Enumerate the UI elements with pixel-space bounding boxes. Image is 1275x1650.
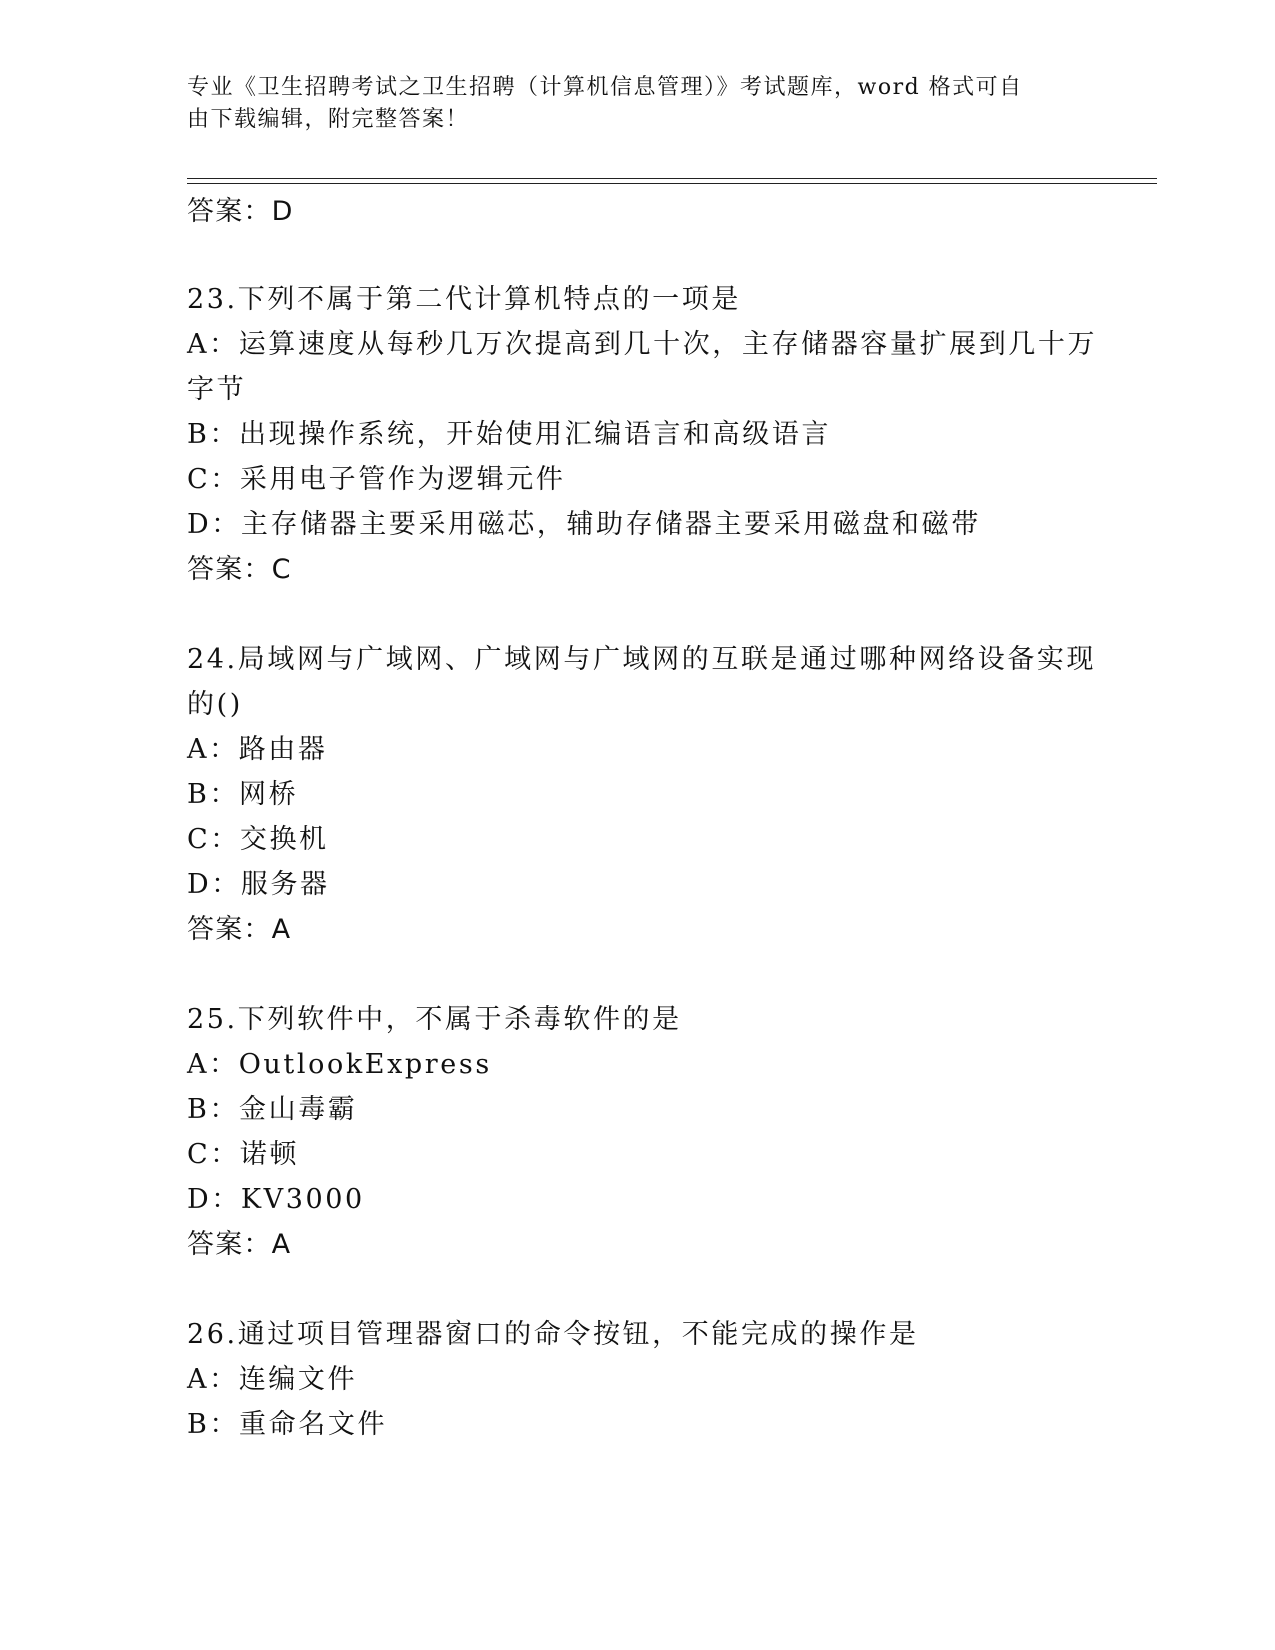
question-24-option-a: A：路由器	[187, 734, 328, 765]
question-25-option-c: C：诺顿	[187, 1139, 300, 1170]
question-24-option-c: C：交换机	[187, 824, 329, 855]
header-divider-top	[187, 178, 1157, 179]
question-24-option-b: B：网桥	[187, 779, 299, 810]
question-23-option-a: A：运算速度从每秒几万次提高到几十次，主存储器容量扩展到几十万	[187, 329, 1098, 360]
question-25-option-d: D：KV3000	[187, 1184, 365, 1215]
question-26-option-b: B：重命名文件	[187, 1409, 388, 1440]
question-24-option-d: D：服务器	[187, 869, 330, 900]
answer-24: 答案：A	[187, 914, 292, 945]
question-23-title: 23.下列不属于第二代计算机特点的一项是	[187, 284, 741, 315]
question-25-option-b: B：金山毒霸	[187, 1094, 358, 1125]
question-23-option-b: B：出现操作系统，开始使用汇编语言和高级语言	[187, 419, 832, 450]
question-23-option-a-cont: 字节	[187, 374, 247, 405]
page-header	[187, 72, 1067, 136]
question-26-option-a: A：连编文件	[187, 1364, 358, 1395]
question-23-option-d: D：主存储器主要采用磁芯，辅助存储器主要采用磁盘和磁带	[187, 509, 981, 540]
question-25-title: 25.下列软件中，不属于杀毒软件的是	[187, 1004, 682, 1035]
answer-22: 答案：D	[187, 196, 294, 227]
question-25-option-a: A：OutlookExpress	[187, 1049, 492, 1080]
question-24-title-cont: 的()	[187, 689, 243, 720]
question-23-option-c: C：采用电子管作为逻辑元件	[187, 464, 566, 495]
header-line-1: 专业《卫生招聘考试之卫生招聘（计算机信息管理）》考试题库，word 格式可自	[187, 75, 1023, 100]
question-26-title: 26.通过项目管理器窗口的命令按钮，不能完成的操作是	[187, 1319, 919, 1350]
answer-25: 答案：A	[187, 1229, 292, 1260]
answer-23: 答案：C	[187, 554, 292, 585]
header-divider-bottom	[187, 183, 1157, 184]
question-24-title: 24.局域网与广域网、广域网与广域网的互联是通过哪种网络设备实现	[187, 644, 1097, 675]
header-line-2: 由下载编辑，附完整答案！	[187, 107, 470, 132]
